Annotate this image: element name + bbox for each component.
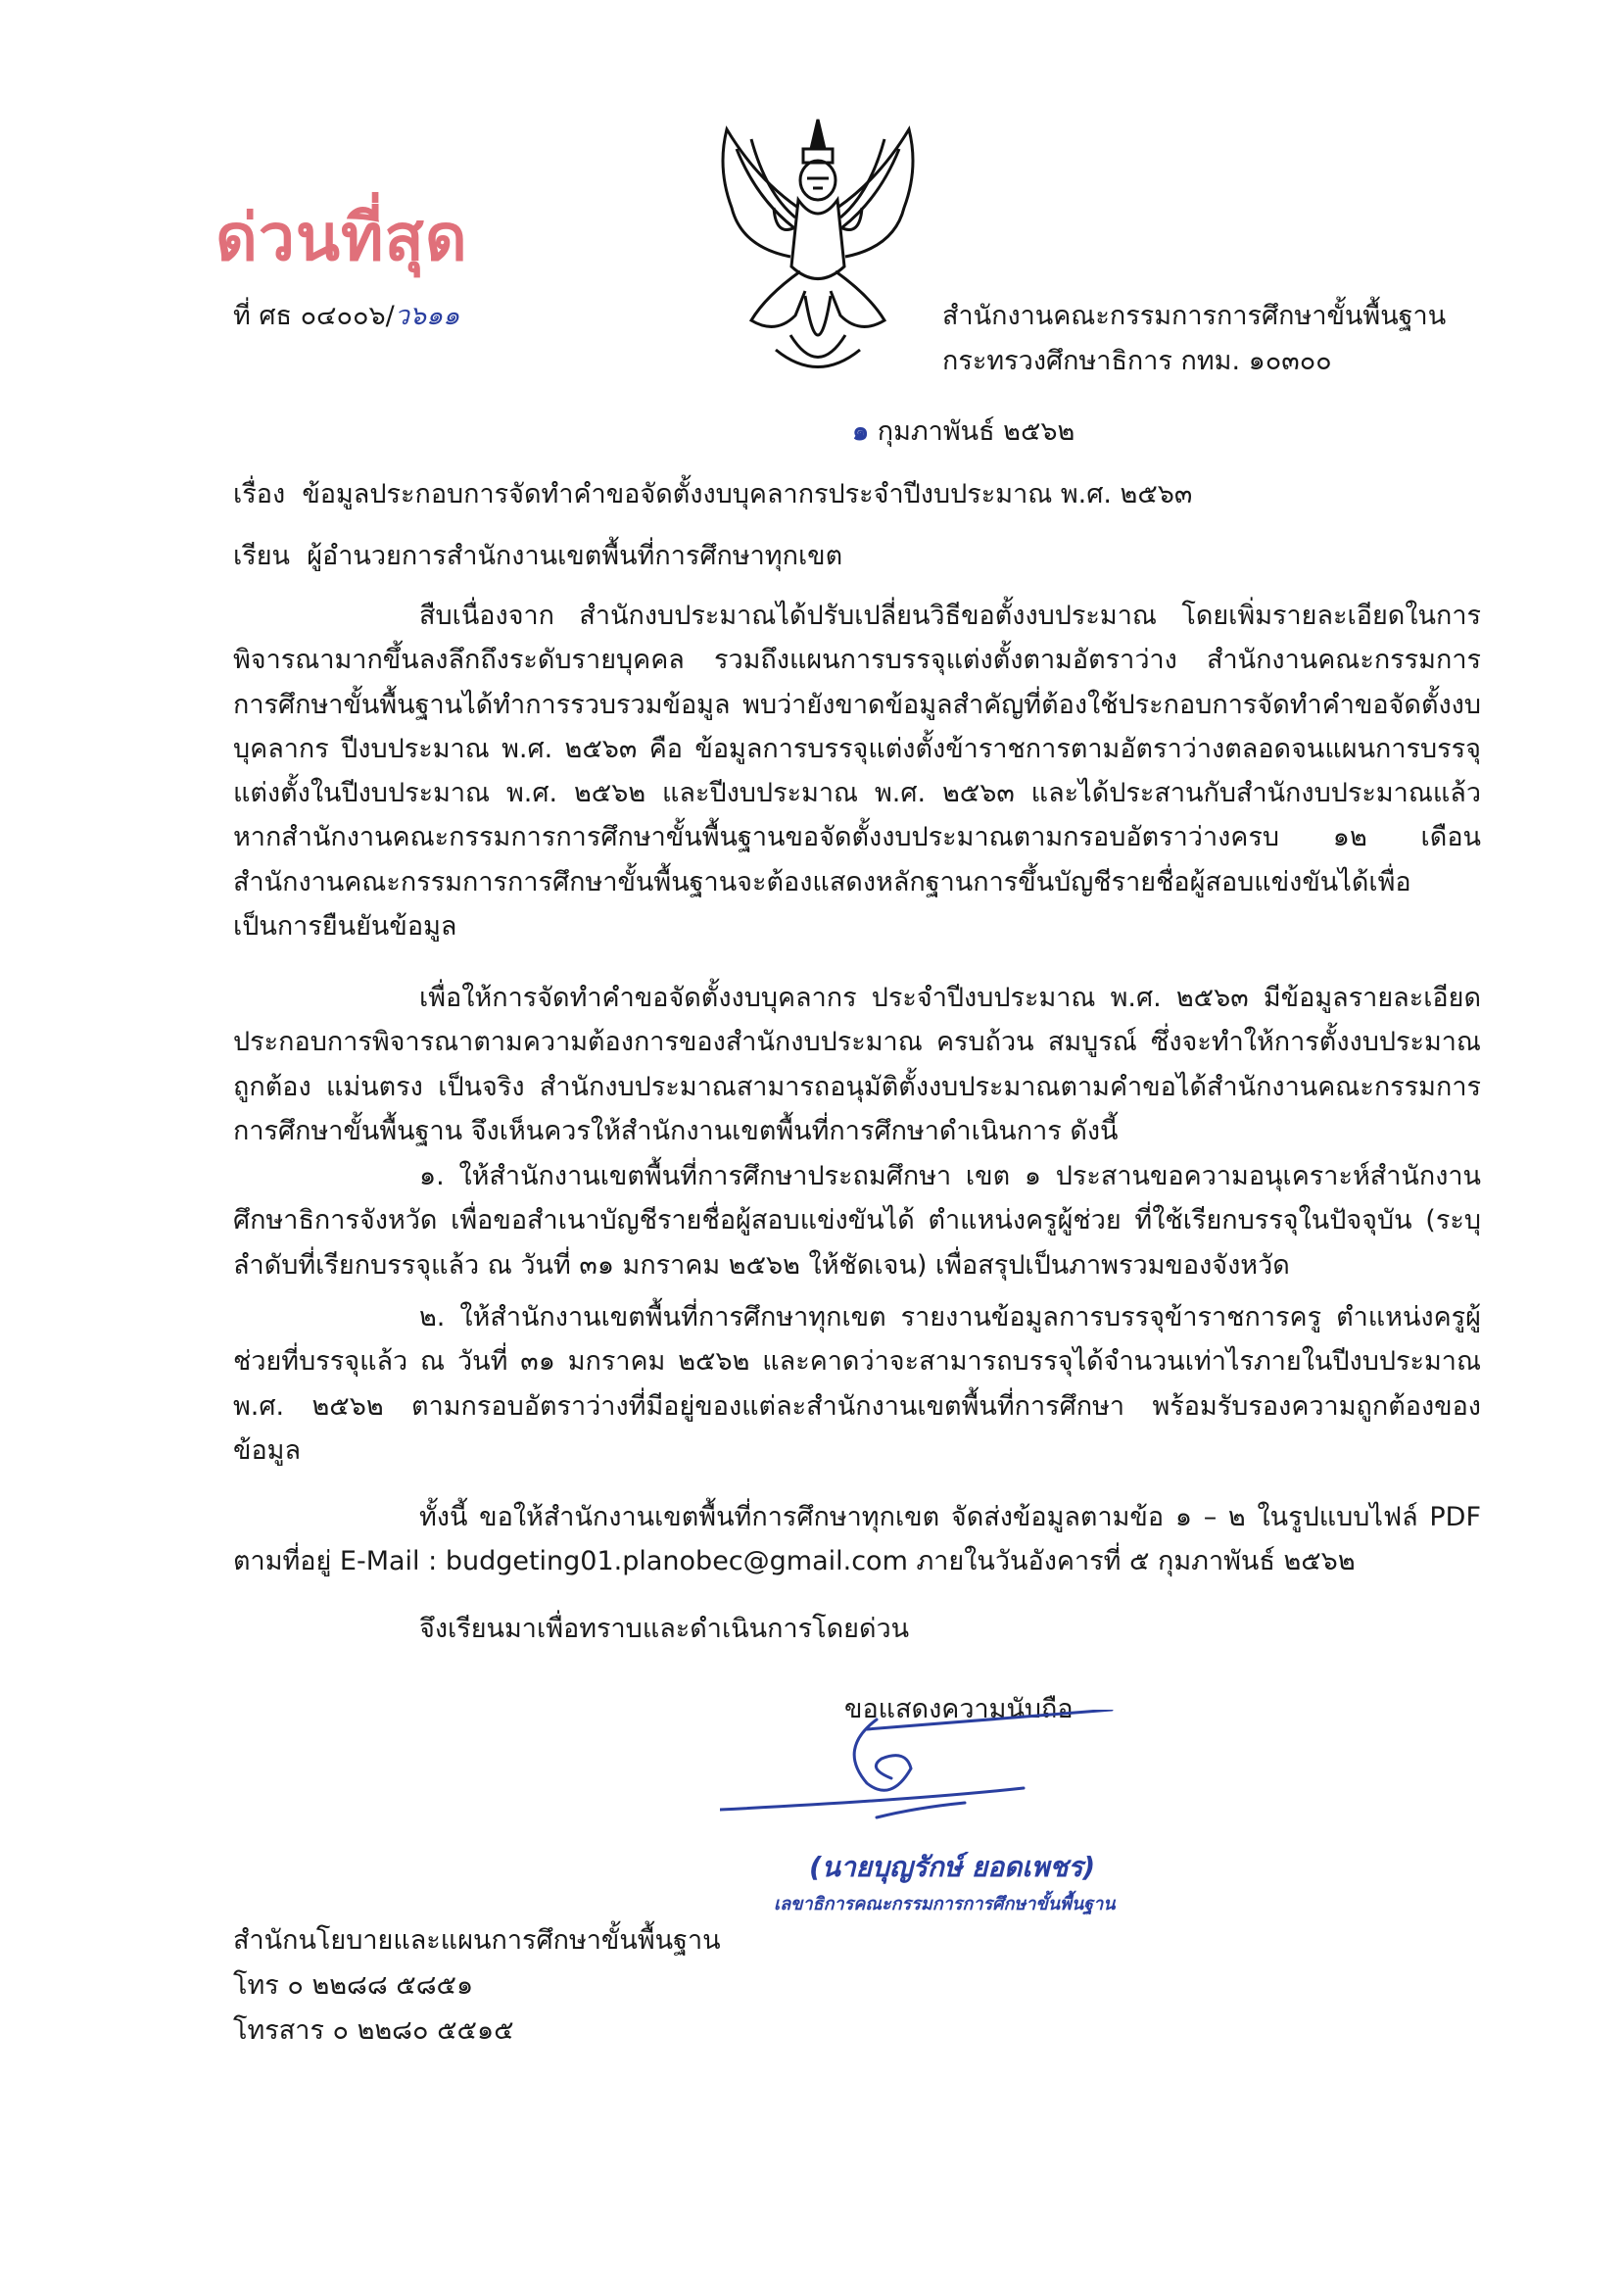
reference-number bbox=[233, 294, 459, 336]
body-item-2: ๒. ให้สำนักงานเขตพื้นที่การศึกษาทุกเขต รายงานข้อมูลการบรรจุข้าราชการครู ตำแหน่งครูผู้ช่วยที่บรรจุแล้ว ณ วันที่ ๓๑ มกราคม ๒๕๖๒ และคาดว่าจะสามารถบรรจุได้จำนวนเท่าไรภายในปีงบประมาณ พ.ศ. ๒๕๖๒ ตามกรอบอัตราว่างที่มีอยู่ของแต่ละสำนักงานเขตพื้นที่การศึกษา พร้อมรับรองความถูกต้องของข้อมูล bbox=[233, 1302, 1481, 1466]
subject-text: ข้อมูลประกอบการจัดทำคำขอจัดตั้งงบบุคลากรประจำปีงบประมาณ พ.ศ. ๒๕๖๓ bbox=[302, 479, 1193, 509]
signer-title: เลขาธิการคณะกรรมการการศึกษาขั้นพื้นฐาน bbox=[774, 1894, 1116, 1914]
recipient-line bbox=[233, 534, 842, 576]
date-month-year: กุมภาพันธ์ ๒๕๖๒ bbox=[869, 416, 1075, 447]
handwritten-signature bbox=[720, 1710, 1131, 1837]
reference-label: ที่ ศธ ๐๔๐๐๖/ bbox=[233, 301, 395, 331]
body-paragraph-2: เพื่อให้การจัดทำคำขอจัดตั้งงบบุคลากร ประจำปีงบประมาณ พ.ศ. ๒๕๖๓ มีข้อมูลรายละเอียดประกอบการพิจารณาตามความต้องการของสำนักงบประมาณ ครบถ้วน สมบูรณ์ ซึ่งจะทำให้การตั้งงบประมาณถูกต้อง แม่นตรง เป็นจริง สำนักงบประมาณสามารถอนุมัติตั้งงบประมาณตามคำขอได้สำนักงานคณะกรรมการการศึกษาขั้นพื้นฐาน จึงเห็นควรให้สำนักงานเขตพื้นที่การศึกษาดำเนินการ ดังนี้ bbox=[233, 983, 1481, 1146]
org-name: สำนักงานคณะกรรมการการศึกษาขั้นพื้นฐาน bbox=[942, 301, 1447, 331]
letter-date bbox=[852, 410, 1075, 452]
subject-label: เรื่อง bbox=[233, 479, 286, 509]
date-day: ๑ bbox=[852, 416, 870, 447]
regards-text: ขอแสดงความนับถือ bbox=[844, 1694, 1074, 1724]
body-paragraph-1: สืบเนื่องจาก สำนักงบประมาณได้ปรับเปลี่ยนวิธีขอตั้งงบประมาณ โดยเพิ่มรายละเอียดในการพิจารณามากขึ้นลงลึกถึงระดับรายบุคคล รวมถึงแผนการบรรจุแต่งตั้งตามอัตราว่าง สำนักงานคณะกรรมการการศึกษาขั้นพื้นฐานได้ทำการรวบรวมข้อมูล พบว่ายังขาดข้อมูลสำคัญที่ต้องใช้ประกอบการจัดทำคำขอจัดตั้งงบบุคลากร ปีงบประมาณ พ.ศ. ๒๕๖๓ คือ ข้อมูลการบรรจุแต่งตั้งข้าราชการตามอัตราว่างตลอดจนแผนการบรรจุแต่งตั้งในปีงบประมาณ พ.ศ. ๒๕๖๒ และปีงบประมาณ พ.ศ. ๒๕๖๓ และได้ประสานกับสำนักงบประมาณแล้ว หากสำนักงานคณะกรรมการการศึกษาขั้นพื้นฐานขอจัดตั้งงบประมาณตามกรอบอัตราว่างครบ ๑๒ เดือน สำนักงานคณะกรรมการการศึกษาขั้นพื้นฐานจะต้องแสดงหลักฐานการขึ้นบัญชีรายชื่อผู้สอบแข่งขันได้เพื่อเป็นการยืนยันข้อมูล bbox=[233, 601, 1481, 943]
body-paragraph-3: ทั้งนี้ ขอให้สำนักงานเขตพื้นที่การศึกษาทุกเขต จัดส่งข้อมูลตามข้อ ๑ – ๒ ในรูปแบบไฟล์ PDF ตามที่อยู่ E-Mail : budgeting01.planobec@gmail.com ภายในวันอังคารที่ ๕ กุมภาพันธ์ ๒๕๖๒ bbox=[233, 1502, 1481, 1577]
org-address: กระทรวงศึกษาธิการ กทม. ๑๐๓๐๐ bbox=[942, 346, 1332, 376]
sender-address bbox=[942, 294, 1446, 384]
footer-fax: โทรสาร ๐ ๒๒๘๐ ๕๕๑๕ bbox=[233, 2015, 514, 2046]
garuda-emblem-icon bbox=[697, 110, 938, 384]
urgency-stamp: ด่วนที่สุด bbox=[215, 200, 468, 275]
signer-name: (นายบุญรักษ์ ยอดเพชร) bbox=[809, 1851, 1096, 1883]
reference-handwritten: ว๖๑๑ bbox=[394, 301, 460, 331]
recipient-label: เรียน bbox=[233, 541, 291, 571]
footer-department: สำนักนโยบายและแผนการศึกษาขั้นพื้นฐาน bbox=[233, 1925, 721, 1956]
subject-line bbox=[233, 472, 1192, 514]
recipient-text: ผู้อำนวยการสำนักงานเขตพื้นที่การศึกษาทุกเขต bbox=[307, 541, 843, 571]
body-item-1: ๑. ให้สำนักงานเขตพื้นที่การศึกษาประถมศึกษา เขต ๑ ประสานขอความอนุเคราะห์สำนักงานศึกษาธิการจังหวัด เพื่อขอสำเนาบัญชีรายชื่อผู้สอบแข่งขันได้ ตำแหน่งครูผู้ช่วย ที่ใช้เรียกบรรจุในปัจจุบัน (ระบุลำดับที่เรียกบรรจุแล้ว ณ วันที่ ๓๑ มกราคม ๒๕๖๒ ให้ชัดเจน) เพื่อสรุปเป็นภาพรวมของจังหวัด bbox=[233, 1161, 1481, 1281]
closing-line: จึงเรียนมาเพื่อทราบและดำเนินการโดยด่วน bbox=[419, 1614, 910, 1644]
footer-phone: โทร ๐ ๒๒๘๘ ๕๘๕๑ bbox=[233, 1970, 474, 2001]
footer-contact bbox=[233, 1918, 721, 2054]
